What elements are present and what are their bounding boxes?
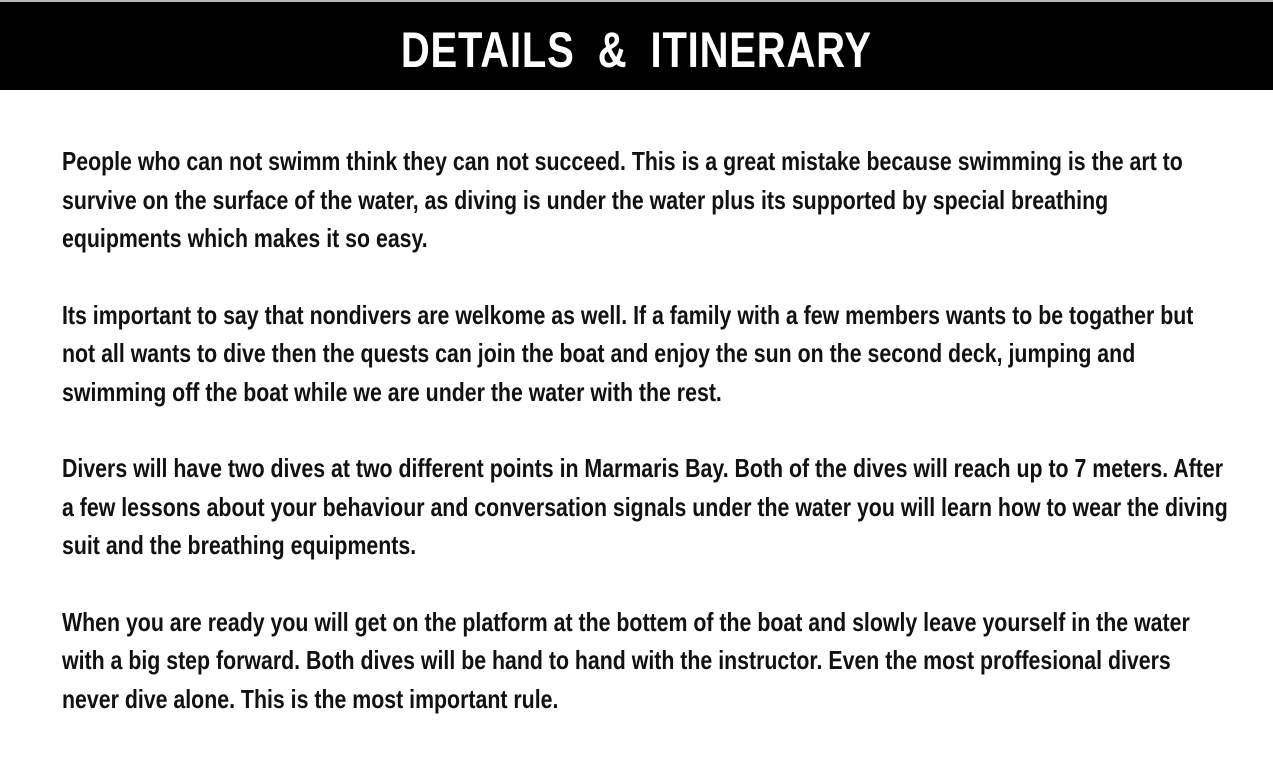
paragraph-swimming: People who can not swimm think they can not succeed. This is a great mistake because swimming is the art to survive on the surface of the water, as diving is under the water plus its supported by special breathing equipments which makes it so easy. [62,146,1183,253]
paragraph-dives: Divers will have two dives at two different points in Marmaris Bay. Both of the dives will reach up to 7 meters. After a few lessons about your behaviour and conversation signals under the water you will learn how to wear the diving suit and the breathing equipments. [62,453,1228,560]
paragraph-platform: When you are ready you will get on the platform at the bottem of the boat and slowly leave yourself in the water with a big step forward. Both dives will be hand to hand with the instructor. Even the most proffesional divers never dive alone. This is the most important rule. [62,606,1190,714]
page-title: DETAILS & ITINERARY [401,22,872,78]
paragraph-nondivers: Its important to say that nondivers are welkome as well. If a family with a few members wants to be togather but not all wants to dive then the quests can join the boat and enjoy the sun on the second deck, jumping and swimming off the boat while we are under the water with the rest. [62,299,1194,407]
itinerary-content [0,90,1232,718]
page-header [0,2,1273,90]
